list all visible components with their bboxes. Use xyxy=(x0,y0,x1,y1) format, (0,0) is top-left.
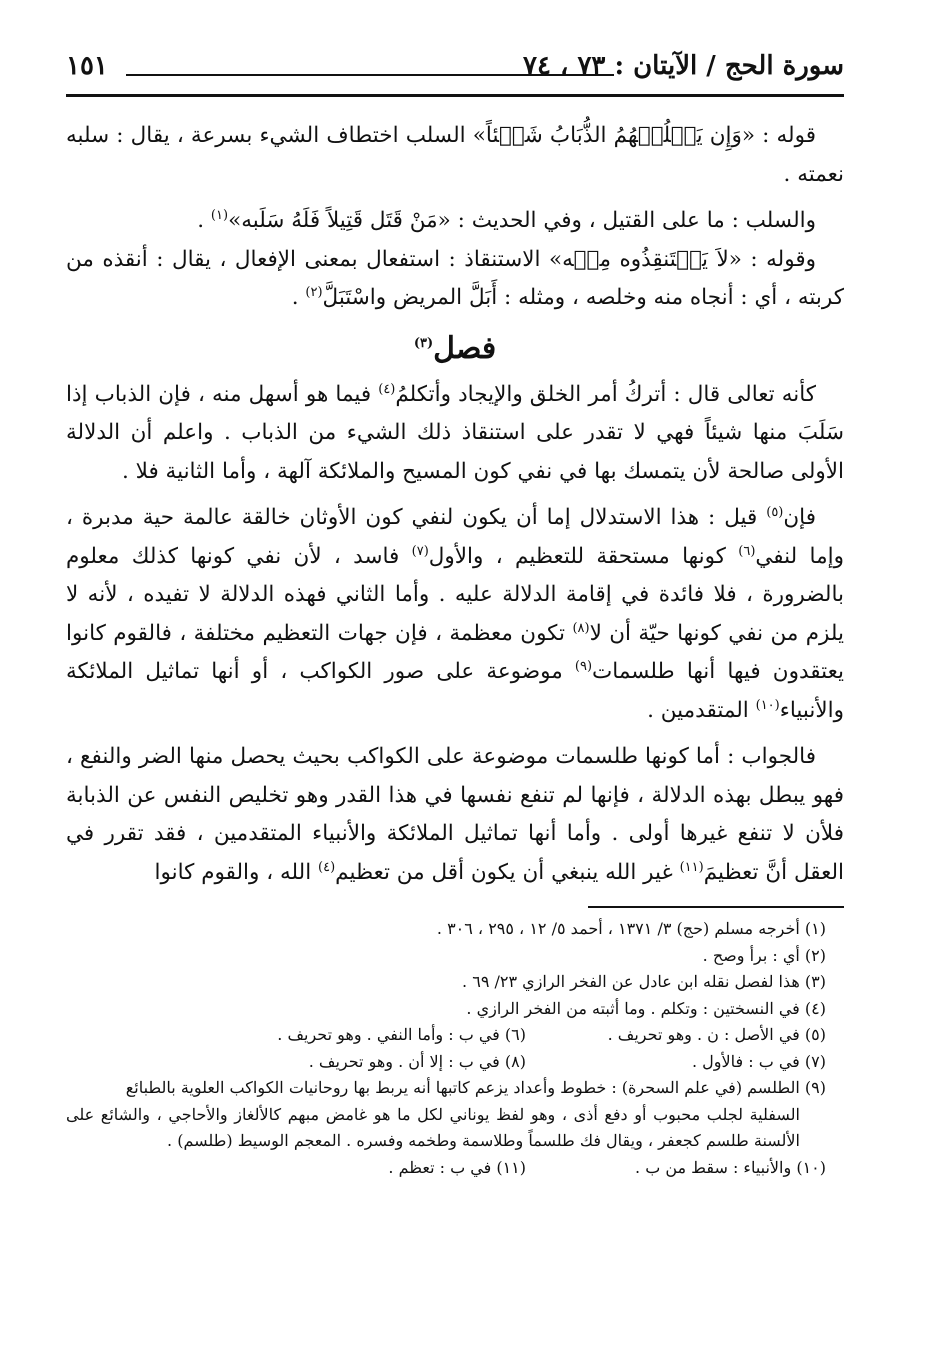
footnote-ref: (٤) xyxy=(318,859,336,875)
footnote-ref: (٢) xyxy=(305,284,323,300)
main-text xyxy=(66,117,844,892)
footnotes xyxy=(66,916,844,1181)
footnote-pair xyxy=(66,1155,826,1182)
footnote-ref: (٥) xyxy=(766,504,784,520)
book-page xyxy=(66,44,844,1354)
footnote: (٦) في ب : وأما النفي . وهو تحريف . xyxy=(277,1025,526,1044)
running-title: سورة الحج / الآيتان : ٧٣ ، ٧٤ xyxy=(523,51,844,81)
paragraph: وقوله : «لاَ يَسۡتَنقِذُوه مِنۡه» الاستنقاذ : استفعال بمعنى الإفعال ، يقال : أنقذه من كربته ، أي : أنجاه منه وخلصه ، ومثله : أَبَلَّ المريض واسْتَبَلَّ$^{(٢)}$ . xyxy=(66,246,844,310)
footnote: (٩) الطلسم (في علم السحرة) : خطوط وأعداد يزعم كاتبها أنه يربط بها روحانيات الكواكب العلوية بالطبائع السفلية لجلب محبوب أو دفع أذى ، وهو لفظ يوناني لكل ما هو غامض مبهم كالألغاز والأحاجي ، والشائع على الألسنة طلسم كجعفر ، ويقال فك طلسماً وطلاسمة وطخمه وفسره . المعجم الوسيط (طلسم) . xyxy=(66,1078,826,1150)
footnote-ref: (١) xyxy=(210,207,229,223)
footnote: (٢) أي : برأ وصح . xyxy=(702,945,826,965)
paragraph: قوله : «وَإِن يَسۡلُبۡهُمُ الذُّبَابُ شَيۡئاً» السلب اختطاف الشيء بسرعة ، يقال : سلبه نعمته . xyxy=(66,123,844,187)
section-heading: فصل$^{(٣)}$ xyxy=(413,330,497,366)
footnote-ref: (٨) xyxy=(572,620,590,636)
header-rule xyxy=(126,74,614,76)
paragraph: كأنه تعالى قال : أتركُ أمر الخلق والإيجاد وأتكلمُ$^{(٤)}$ فيما هو أسهل منه ، فإن الذباب إذا سَلَبَ منها شيئاً فهي لا تقدر على استنقاذ ذلك الشيء من الذباب . واعلم أن الدلالة الأولى صالحة لأن يتمسك بها في نفي كون المسيح والملائكة آلهة ، وأما الثانية فلا . xyxy=(66,381,844,484)
footnote-ref: (٣) xyxy=(413,335,434,351)
footnote: (١) أخرجه مسلم (حج) ٣/ ١٣٧١ ، أحمد ٥/ ١٢ ، ٢٩٥ ، ٣٠٦ . xyxy=(436,919,826,938)
footnote: (٣) هذا لفصل نقله ابن عادل عن الفخر الرازي ٢٣/ ٦٩ . xyxy=(462,972,826,991)
footnote: (٤) في النسختين : وتكلم . وما أثبته من الفخر الرازي . xyxy=(466,998,826,1018)
footnote: (١٠) والأنبياء : سقط من ب . xyxy=(635,1157,826,1177)
footnote-separator xyxy=(588,906,844,908)
footnote-ref: (٦) xyxy=(738,543,756,559)
footnote-pair xyxy=(66,1022,826,1049)
page-header xyxy=(66,44,844,97)
paragraph: فالجواب : أما كونها طلسمات موضوعة على الكواكب بحيث يحصل منها الضر والنفع ، فهو يبطل بهذه الدلالة ، فإنها لم تنفع نفسها في هذا القدر وهو تخليص النفس عن الذبابة فلأن لا تنفع غيرها أولى . وأما أنها تماثيل الملائكة والأنبياء المتقدمين ، فقد تقرر في العقل أنَّ تعظيمَ$^{(١١)}$ غير الله ينبغي أن يكون أقل من تعظيم$^{(٤)}$ الله ، والقوم كانوا xyxy=(66,744,844,885)
footnote-ref: (٩) xyxy=(574,658,593,674)
footnote-ref: (١٠) xyxy=(755,697,780,713)
footnote: (٧) في ب : فالأول . xyxy=(691,1051,826,1071)
footnote-ref: (١١) xyxy=(679,859,704,875)
footnote-ref: (٤) xyxy=(378,381,396,397)
footnote: (١١) في ب : تعظم . xyxy=(388,1157,526,1177)
paragraph: فإن$^{(٥)}$ قيل : هذا الاستدلال إما أن يكون لنفي كون الأوثان خالقة عالمة حية مدبرة ، وإما لنفي$^{(٦)}$ كونها مستحقة للتعظيم ، والأول$^{(٧)}$ فاسد ، لأن نفي كونها كذلك معلوم بالضرورة ، فلا فائدة في إقامة الدلالة عليه . وأما الثاني فهذه الدلالة لا تفيده ، لأنه لا يلزم من نفي كونها حيّة أن لا$^{(٨)}$ تكون معظمة ، فإن جهات التعظيم مختلفة ، فالقوم كانوا يعتقدون فيها أنها طلسمات$^{(٩)}$ موضوعة على صور الكواكب ، أو أنها تماثيل الملائكة والأنبياء$^{(١٠)}$ المتقدمين . xyxy=(66,504,845,723)
footnote: (٨) في ب : إلا أن . وهو تحريف . xyxy=(308,1051,526,1071)
page-number: ١٥١ xyxy=(66,51,108,81)
footnote-ref: (٧) xyxy=(411,543,429,559)
footnote: (٥) في الأصل : ن . وهو تحريف . xyxy=(607,1025,826,1044)
footnote-pair xyxy=(66,1049,826,1076)
paragraph: والسلب : ما على القتيل ، وفي الحديث : «مَنْ قَتَل قَتِيلاً فَلَهُ سَلَبه»$^{(١)}$ . xyxy=(197,207,816,233)
